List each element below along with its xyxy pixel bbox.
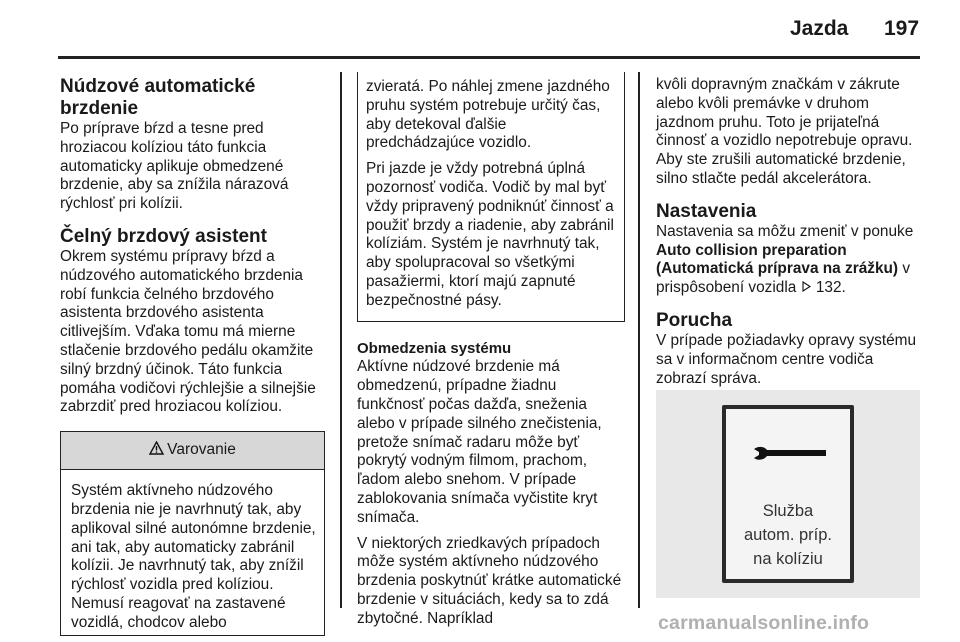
warning-text: Systém aktívneho núdzového brzdenia nie je navrhnutý tak, aby aplikoval silné autonómne brzdenie, ani tak, aby automaticky zabránil kolízii. Je navrhnutý tak, aby znížil rýchlosť vozidla pred kolíziou. Nemusí reagovať na zastavené vozidlá, chodcov alebo [71, 482, 316, 631]
paragraph-settings [656, 223, 922, 298]
warning-text-continued-1: zvieratá. Po náhlej zmene jazdného pruhu systém potrebuje určitý čas, aby detekoval ďalšie predchádzajúce vozidlo. [366, 78, 610, 152]
paragraph-continued: kvôli dopravným značkám v zákrute alebo kvôli premávke v druhom jazdnom pruhu. Toto je prijateľná činnosť a vozidlo nepotrebuje opravu. Aby ste zrušili automatické brzdenie, silno stlačte pedál akcelerátora. [656, 76, 913, 187]
warning-box [60, 431, 325, 635]
page-ref: 132. [815, 279, 846, 297]
page-ref-arrow-icon [801, 279, 812, 296]
chapter-title: Jazda [790, 17, 849, 40]
sign-line-1: Služba [762, 502, 814, 520]
warning-header [61, 432, 324, 470]
warning-text-continued-2: Pri jazde je vždy potrebná úplná pozornosť vodiča. Vodič by mal byť vždy pripravený podniknúť činnosť a použiť brzdy a riadenie, aby zabránil kolíziám. Systém je navrhnutý tak, aby spolupracoval so všetkými pasažiermi, ktorí majú zapnuté bezpečnostné pásy. [366, 160, 614, 309]
warning-title: Varovanie [167, 441, 236, 459]
column-divider-1 [340, 72, 342, 608]
dic-display-illustration [656, 390, 920, 598]
paragraph-limitations-2: V niektorých zriedkavých prípadoch môže systém aktívneho núdzového brzdenia poskytnúť krátke automatické brzdenie v situáciách, kedy sa to zdá zbytočné. Napríklad [357, 534, 622, 627]
watermark-text: carmanualsonline.info [658, 612, 870, 634]
settings-text: Nastavenia sa môžu zmeniť v ponuke [656, 222, 914, 240]
header-divider [58, 56, 920, 59]
settings-menu-name: Auto collision preparation (Automatická príprava na zrážku) [656, 241, 899, 278]
service-message-panel [722, 405, 854, 583]
warning-box-continued [357, 72, 625, 322]
column-1 [60, 76, 325, 636]
sign-line-3: na kolíziu [753, 550, 823, 568]
paragraph-fault: V prípade požiadavky opravy systému sa v informačnom centre vodiča zobrazí správa. [656, 331, 917, 387]
column-divider-2 [638, 72, 640, 608]
sign-line-2: autom. príp. [743, 526, 833, 544]
paragraph-limitations-1: Aktívne núdzové brzdenie má obmedzenú, prípadne žiadnu funkčnosť počas dažďa, sneženia alebo v prípade silného znečistenia, pretože snímač radaru môže byť pokrytý vodným filmom, prachom, ľadom alebo snehom. V prípade zablokovania snímača vyčistite kryt snímača. [357, 358, 602, 526]
heading-settings: Nastavenia [656, 200, 757, 222]
wrench-icon [752, 445, 828, 465]
paragraph-emergency-braking: Po príprave bŕzd a tesne pred hroziacou kolíziou táto funkcia automaticky aplikuje obmedzené brzdenie, aby sa znížila nárazová rýchlosť pri kolízii. [60, 120, 289, 213]
heading-system-limitations: Obmedzenia systému [357, 339, 512, 357]
settings-text-2: v prispôsobení vozidla [656, 260, 911, 297]
column-3 [656, 76, 922, 388]
heading-forward-brake-assist: Čelný brzdový asistent [60, 225, 267, 247]
warning-triangle-icon [149, 441, 164, 461]
service-message-text [726, 499, 850, 571]
column-2 [357, 76, 625, 629]
page-number: 197 [884, 17, 920, 40]
paragraph-brake-assist: Okrem systému prípravy bŕzd a núdzového automatického brzdenia robí funkcia čelného brzdového asistenta brzdového asistenta citlivejším. Vďaka tomu má mierne stlačenie brzdového pedálu okamžite silný brzdný účinok. Táto funkcia pomáha vodičovi rýchlejšie a silnejšie zabrzdiť pred hroziacou kolíziou. [60, 247, 316, 416]
heading-fault: Porucha [656, 309, 733, 331]
heading-emergency-braking: Núdzové automatické brzdenie [60, 76, 256, 119]
